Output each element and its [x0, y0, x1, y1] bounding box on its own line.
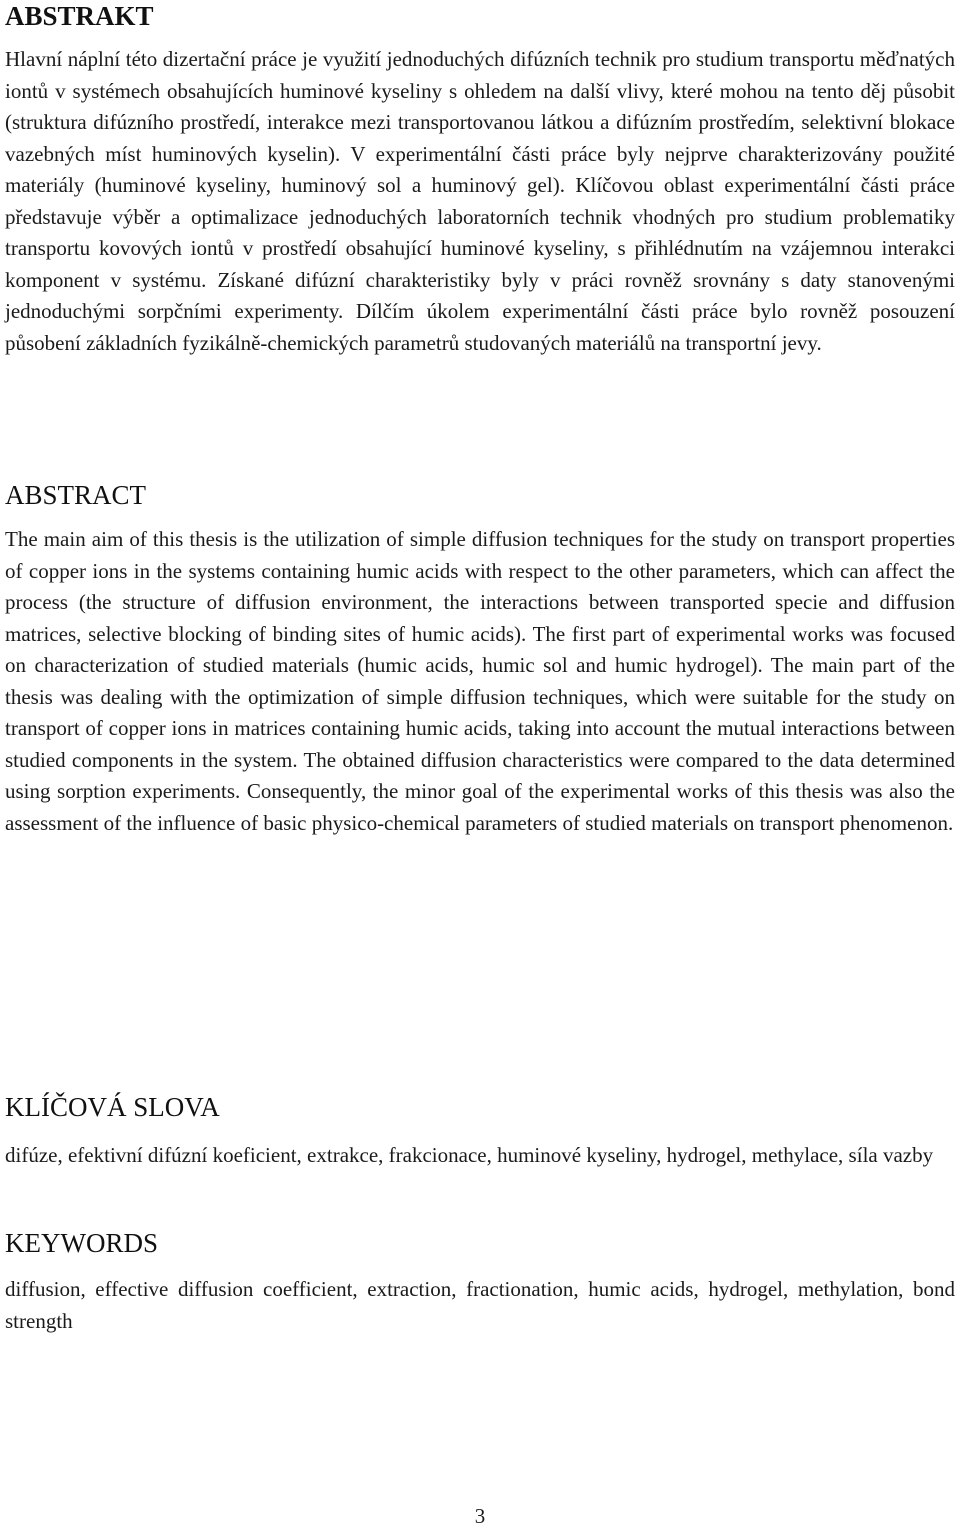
klicova-slova-heading: KLÍČOVÁ SLOVA [5, 1092, 220, 1122]
abstrakt-paragraph: Hlavní náplní této dizertační práce je využití jednoduchých difúzních technik pro studium transportu měďnatých iontů v systémech obsahujících huminové kyseliny s ohledem na další vlivy, které mohou na tento děj působit (struktura difúzního prostředí, interakce mezi transportovanou látkou a difúzním prostředím, selektivní blokace vazebných míst huminových kyselin). V experimentální části práce byly nejprve charakterizovány použité materiály (huminové kyseliny, huminový sol a huminový gel). Klíčovou oblast experimentální části práce představuje výběr a optimalizace jednoduchých laboratorních technik vhodných pro studium problematiky transportu kovových iontů v prostředí obsahující huminové kyseliny, s přihlédnutím na vzájemnou interakci komponent v systému. Získané difúzní charakteristiky byly v práci rovněž srovnány s daty stanovenými jednoduchými sorpčními experimenty. Dílčím úkolem experimentální části práce bylo rovněž posouzení působení základních fyzikálně-chemických parametrů studovaných materiálů na transportní jevy. [5, 47, 955, 355]
abstrakt-heading: ABSTRAKT [5, 1, 154, 31]
page-number: 3 [474, 1504, 486, 1528]
klicova-slova-paragraph: difúze, efektivní difúzní koeficient, extrakce, frakcionace, huminové kyseliny, hydrogel, methylace, síla vazby [5, 1143, 934, 1167]
keywords-heading: KEYWORDS [5, 1228, 158, 1258]
abstract-heading: ABSTRACT [5, 480, 147, 510]
keywords-paragraph: diffusion, effective diffusion coefficient, extraction, fractionation, humic acids, hydrogel, methylation, bond strength [5, 1277, 955, 1333]
abstract-paragraph: The main aim of this thesis is the utilization of simple diffusion techniques for the study on transport properties of copper ions in the systems containing humic acids with respect to the other parameters, which can affect the process (the structure of diffusion environment, the interactions between transported specie and diffusion matrices, selective blocking of binding sites of humic acids). The first part of experimental works was focused on characterization of studied materials (humic acids, humic sol and humic hydrogel). The main part of the thesis was dealing with the optimization of simple diffusion techniques, which were suitable for the study on transport of copper ions in matrices containing humic acids, taking into account the mutual interactions between studied components in the system. The obtained diffusion characteristics were compared to the data determined using sorption experiments. Consequently, the minor goal of the experimental works of this thesis was also the assessment of the influence of basic physico-chemical parameters of studied materials on transport phenomenon. [5, 527, 955, 835]
